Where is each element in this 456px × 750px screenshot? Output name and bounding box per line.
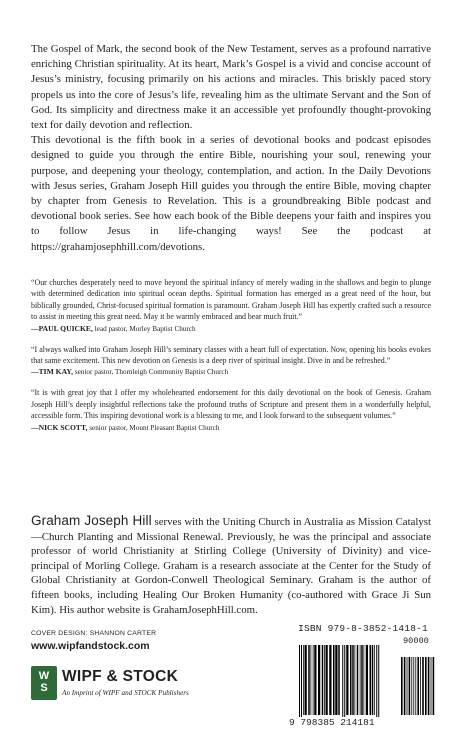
endorsement-attribution bbox=[31, 366, 431, 378]
publisher-website[interactable]: www.wipfandstock.com bbox=[31, 640, 150, 652]
endorsement-text: “Our churches desperately need to move beyond the spiritual infancy of merely wading in the shallows and begin to plunge with determined dedication into spiritual ocean depths. Spiritual formation has emerged as a great need of the hour, but biblically grounded, Christ-focused spiritual formation is paramount. Graham Joseph Hill has expertly crafted such a resource to assist in meeting this great need. May it be warmly embraced and bear much fruit.” bbox=[31, 278, 431, 322]
logo-letter-s: S bbox=[40, 682, 48, 694]
endorser-name: —TIM KAY, bbox=[31, 367, 74, 377]
publisher-name: WIPF & STOCK bbox=[62, 668, 179, 685]
endorsements bbox=[31, 277, 431, 443]
publisher-tagline: An Imprint of WIPF and STOCK Publishers bbox=[62, 689, 189, 697]
endorsement-attribution bbox=[31, 422, 431, 434]
book-description bbox=[31, 42, 431, 255]
endorsement-text: “It is with great joy that I offer my wholehearted endorsement for this daily devotional on the book of Genesis. Graham Joseph Hill’s deeply insightful reflections take the profound truths of Scripture and present them in a wonderfully helpful, accessible form. This inspiring devotional work is a blessing to me, and I look forward to the subsequent volumes.” bbox=[31, 388, 431, 421]
ws-logo-icon bbox=[31, 666, 57, 700]
endorsement bbox=[31, 387, 431, 433]
description-paragraph-1: The Gospel of Mark, the second book of the New Testament, serves as a profound narrative enriching Christian spirituality. At its heart, Mark’s Gospel is a vivid and concise account of Jesus’s ministry, focusing primarily on his actions and miracles. This briskly paced story propels us into the core of Jesus’s life, revealing him as the ultimate Servant and the Son of God. Its simplicity and directness make it an accessible yet profoundly thought-provoking text for daily devotion and reflection. bbox=[31, 43, 431, 132]
endorsement bbox=[31, 344, 431, 379]
endorser-name: —PAUL QUICKE, bbox=[31, 323, 93, 333]
logo-letter-w: W bbox=[38, 670, 50, 682]
description-paragraph-2: This devotional is the fifth book in a series of devotional books and podcast episodes designed to guide you through the entire Bible, nourishing your soul, renewing your purpose, and deepening your theology, contemplation, and action. In the Daily Devotions with Jesus series, Graham Joseph Hill guides you through the entire Bible, moving chapter by chapter from Genesis to Revelation. This is a groundbreaking Bible podcast and devotional book series. See how each book of the Bible deepens your faith and inspires you to follow Jesus in life-changing ways! See the podcast at https://grahamjosephhill.com/devotions. bbox=[31, 134, 431, 253]
endorser-role: senior pastor, Thornleigh Community Baptist Church bbox=[73, 368, 229, 377]
author-name: Graham Joseph Hill bbox=[31, 513, 152, 528]
endorser-name: —NICK SCOTT, bbox=[31, 422, 88, 432]
endorser-role: senior pastor, Mount Pleasant Baptist Church bbox=[87, 423, 220, 432]
endorsement bbox=[31, 277, 431, 335]
endorser-role: lead pastor, Morley Baptist Church bbox=[92, 324, 196, 333]
author-bio-text: serves with the Uniting Church in Australia as Mission Catalyst—Church Planting and Missional Renewal. Previously, he was the principal and associate professor of world Christianity at Stirling College (University of Divinity) and vice-principal of Morling College. Graham is a research associate at the Center for the Study of Global Christianity at Gordon-Conwell Theological Seminary. Graham is the author of fifteen books, including Healing Our Broken Humanity (co-authored with Grace Ji Sun Kim). His author website is GrahamJosephHill.com. bbox=[31, 516, 431, 616]
cover-design-credit: COVER DESIGN: SHANNON CARTER bbox=[31, 630, 157, 637]
publisher-logo bbox=[31, 666, 231, 708]
author-bio bbox=[31, 514, 431, 617]
barcode-digits: 9 798385 214181 bbox=[289, 717, 375, 728]
endorsement-attribution bbox=[31, 323, 431, 335]
isbn-barcode bbox=[289, 623, 437, 731]
credits bbox=[31, 630, 156, 652]
barcode-icon bbox=[289, 635, 437, 717]
barcode-addon: 90000 bbox=[403, 636, 429, 646]
endorsement-text: “I always walked into Graham Joseph Hill’s seminary classes with a heart full of expectation. Now, opening his books evokes that same excitement. This new devotion on Genesis is a deep river of spiritual insight. Dive in and be refreshed.” bbox=[31, 344, 431, 366]
isbn-text: ISBN 979-8-3852-1418-1 bbox=[298, 623, 428, 634]
